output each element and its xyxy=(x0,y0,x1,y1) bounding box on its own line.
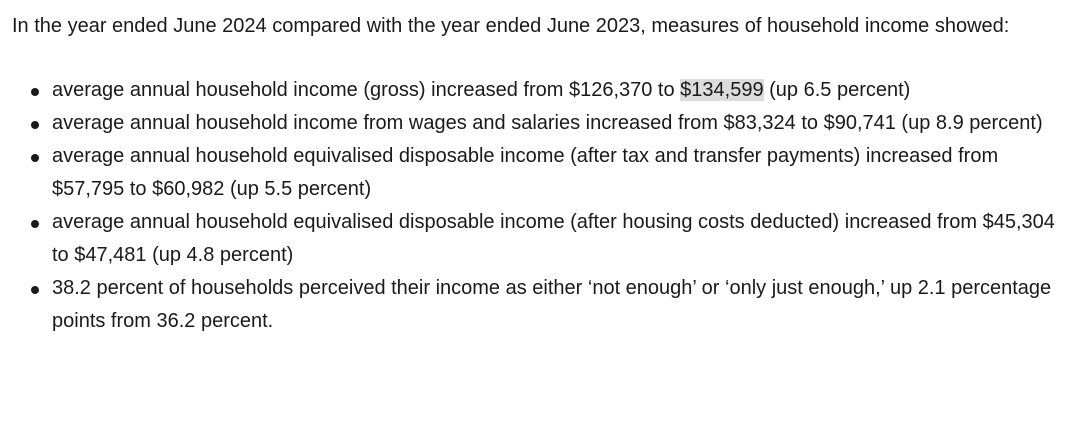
bullet-icon xyxy=(31,121,39,129)
bullet-icon xyxy=(31,220,39,228)
list-item-text: average annual household equivalised disposable income (after housing costs deducted) increased from $45,304 to $47,481 (up 4.8 percent) xyxy=(52,211,1055,266)
list-item-gross-income xyxy=(12,74,1068,107)
list-item-disposable-after-tax xyxy=(12,140,1068,206)
bullet-icon xyxy=(31,286,39,294)
list-item-text: average annual household equivalised disposable income (after tax and transfer payments) increased from $57,795 to $60,982 (up 5.5 percent) xyxy=(52,145,999,200)
list-item-text: (up 6.5 percent) xyxy=(763,79,911,101)
income-measures-list xyxy=(12,74,1068,338)
list-item-text: 38.2 percent of households perceived their income as either ‘not enough’ or ‘only just enough,’ up 2.1 percentage points from 36.2 percent. xyxy=(52,277,1052,332)
list-item-wages-income xyxy=(12,107,1068,140)
bullet-icon xyxy=(31,88,39,96)
bullet-icon xyxy=(31,154,39,162)
list-item-disposable-after-housing xyxy=(12,206,1068,272)
highlighted-text[interactable]: $134,599 xyxy=(680,79,764,101)
list-item-perceived-income xyxy=(12,272,1068,338)
intro-paragraph: In the year ended June 2024 compared with the year ended June 2023, measures of household income showed: xyxy=(12,15,1010,37)
list-item-text: average annual household income (gross) increased from $126,370 to xyxy=(52,79,681,101)
list-item-text: average annual household income from wages and salaries increased from $83,324 to $90,741 (up 8.9 percent) xyxy=(52,112,1043,134)
